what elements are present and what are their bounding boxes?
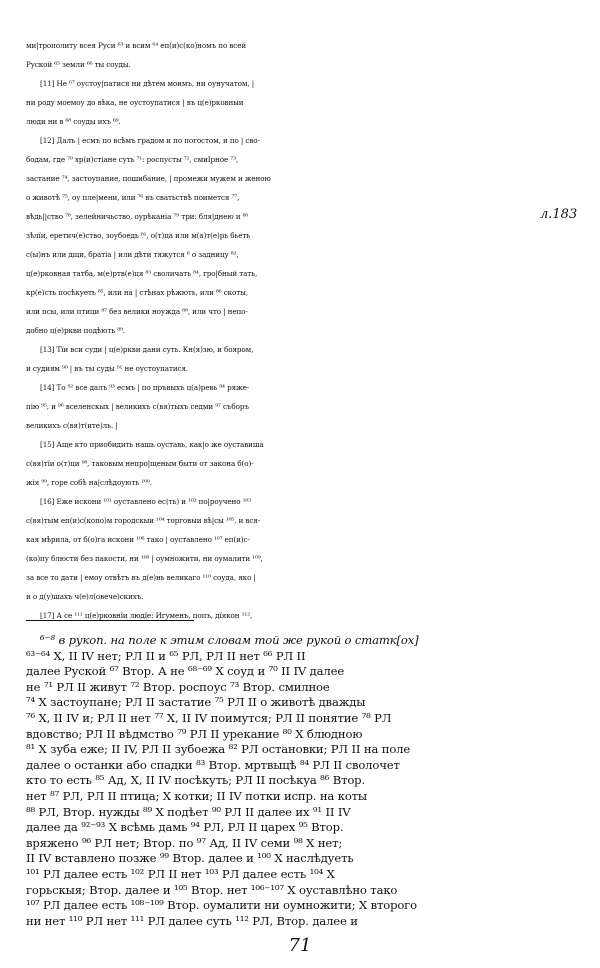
text-line: [15] Аще кто приобидить нашь оуставь, как|о же оуставиша	[40, 440, 264, 449]
text-line: кая мѣрила, от б(о)га искони ¹⁰⁶ тако | оуставлено ¹⁰⁷ еп(и)с-	[26, 535, 250, 544]
text-line: пію ⁹⁵, и ⁹⁶ вселенскых | великихъ с(вя)тыхъ седми ⁹⁷ съборъ	[26, 402, 249, 411]
text-line: Руской ⁶⁵ земли ⁶⁶ ты соуды.	[26, 60, 131, 69]
text-line: и о д(у)шахъ ч(е)л(овече)скихъ.	[26, 592, 144, 601]
note-line: ⁸¹ X зуба еже; II IV, РЛ II зубоежа ⁸² РЛ остановки; РЛ II на поле	[26, 742, 411, 757]
footnote-divider	[26, 620, 194, 621]
note-line: ⁷⁴ X застоупане; РЛ II застатие ⁷⁵ РЛ II о животѣ дважды	[26, 695, 366, 710]
text-line: с(вя)тїи о(т)ци ⁹⁸, таковым непро|щеным быти от закона б(о)-	[26, 459, 254, 468]
note-line: не ⁷¹ РЛ II живут ⁷² Втор. роспоус ⁷³ Втор. смилное	[26, 679, 330, 694]
text-line: добно ц(е)ркви подѣють ⁸⁹.	[26, 326, 125, 335]
text-line: вѣдь||ство ⁷⁸, зелейничьство, оурѣканіа ⁷⁹ три: бля|днею и ⁸⁰	[26, 212, 249, 221]
text-line: зѣлїи, еретич(е)ство, зоубоедь ⁸¹, о(т)ца или м(а)т(е)рь бьеть	[26, 231, 251, 240]
text-line: за все то дати | емоу отвѣтъ въ д(е)нь великаго ¹¹⁰ соуда, яко |	[26, 573, 256, 582]
text-line: кр(е)сть посѣкуеть ⁸⁵, или на | стѣнах рѣжють, или ⁸⁶ скоты,	[26, 288, 248, 297]
text-line: ни роду моемоу до вѣка, не оустоупатися | въ ц(е)рковныи	[26, 98, 244, 107]
text-line: (ко)пу блюсти без пакости, ни ¹⁰⁸ | оумножити, ни оумалити ¹⁰⁹,	[26, 554, 263, 563]
note-line: далее о останки або спадки ⁸³ Втор. мртвыцѣ ⁸⁴ РЛ II сволочет	[26, 757, 400, 772]
note-line: ¹⁰⁷ РЛ далее есть ¹⁰⁸⁻¹⁰⁹ Втор. оумалити ни оумножити; X второго	[26, 898, 417, 913]
note-line: горьскыя; Втор. далее и ¹⁰⁵ Втор. нет ¹⁰⁶⁻¹⁰⁷ X оуставлѣно тако	[26, 882, 398, 897]
text-line: жія ⁹⁹, горе собѣ на|слѣдоують ¹⁰⁰.	[26, 478, 152, 487]
text-line: и судиям ⁹⁰ | въ ты суды ⁹¹ не оустоупатися.	[26, 364, 189, 373]
note-line: вряжено ⁹⁶ РЛ нет; Втор. по ⁹⁷ Ад, II IV семи ⁹⁸ X нет;	[26, 835, 343, 850]
text-line: ц(е)рковная татба, м(е)ртв(е)ця ⁸³ своличать ⁸⁴, гро|бный тать,	[26, 269, 258, 278]
note-line: ¹⁰¹ РЛ далее есть ¹⁰² РЛ II нет ¹⁰³ РЛ далее есть ¹⁰⁴ X	[26, 866, 335, 881]
note-line: кто то есть ⁸⁵ Ад, X, II IV посѣкуть; РЛ II посѣкуа ⁸⁶ Втор.	[26, 773, 365, 788]
note-line: ⁶⁻⁸ в рукоп. на поле к этим словам той же рукой о статк[ох]	[40, 633, 419, 647]
text-line: [11] Не ⁶⁷ оустоу|патися ни дѣтем моимъ, ни оунучатом, |	[40, 79, 255, 88]
note-line: далее да ⁹²⁻⁹³ X всѣмь дамь ⁹⁴ РЛ, РЛ II царех ⁹⁵ Втор.	[26, 820, 344, 835]
text-line: с(вя)тым еп(и)с(копо)м городскыи ¹⁰⁴ торговыи вѣ|сы ¹⁰⁵, и вся-	[26, 516, 261, 525]
apparatus-notes	[26, 633, 566, 929]
page-number: 71	[288, 935, 312, 956]
note-line: ни нет ¹¹⁰ РЛ нет ¹¹¹ РЛ далее суть ¹¹² РЛ, Втор. далее и	[26, 913, 358, 928]
text-line: великихъ с(вя)т(ите)ль. |	[26, 421, 118, 430]
text-line: [16] Еже искони ¹⁰¹ оуставлено ес(ть) и ¹⁰² по|роучено ¹⁰³	[40, 497, 251, 506]
folio-margin-note: л.183	[540, 207, 578, 222]
main-text	[26, 36, 560, 625]
text-line: застание ⁷⁴, застоупание, пошибание, | промежи мужем и женою	[26, 174, 271, 183]
note-line: ⁷⁶ X, II IV и; РЛ II нет ⁷⁷ X, II IV поимутся; РЛ II понятие ⁷⁸ РЛ	[26, 710, 392, 725]
text-line: [17] А се ¹¹¹ ц(е)рковнїи людїе: Игуменъ, попъ, дїякон ¹¹²,	[40, 611, 253, 620]
note-line: ⁶³⁻⁶⁴ X, II IV нет; РЛ II и ⁶⁵ РЛ, РЛ II нет ⁶⁶ РЛ II	[26, 648, 306, 663]
text-line: [14] То ⁹² все далъ ⁹³ есмъ | по пръвыхъ ц(а)ревь ⁹⁴ ряже-	[40, 383, 250, 392]
text-line: [13] Тїи вси суди | ц(е)ркви дани суть. Кн(я)зю, и бояром,	[40, 345, 254, 354]
text-line: бодам, где ⁷⁰ хр(и)стіане суть ⁷¹: роспусты ⁷², смиІрное ⁷³,	[26, 155, 239, 164]
note-line: ⁸⁸ РЛ, Втор. нужды ⁸⁹ X подѣет ⁹⁰ РЛ II далее их ⁹¹ II IV	[26, 804, 351, 819]
note-line: далее Руской ⁶⁷ Втор. А не ⁶⁸⁻⁶⁹ X соуд и ⁷⁰ II IV далее	[26, 664, 345, 679]
text-line: ми|трополиту всея Руси ⁶³ и всим ⁶⁴ еп(и)с(ко)номъ по всей	[26, 41, 247, 50]
text-line: или псы, или птици ⁸⁷ без велики ноужда ⁸⁸, или что | непо-	[26, 307, 248, 316]
text-line: с(ы)нъ или дщи, братіа | или дѣти тяжутся ⁶ о задницу ⁸²,	[26, 250, 239, 259]
note-line: нет ⁸⁷ РЛ, РЛ II птица; X котки; II IV потки испр. на коты	[26, 788, 367, 803]
note-line: вдовство; РЛ II вѣдмство ⁷⁹ РЛ II урекание ⁸⁰ X блюдною	[26, 726, 363, 741]
text-line: люди ни в ⁶⁸ соуды ихъ ⁶⁹.	[26, 117, 121, 126]
text-line: [12] Далъ | есмъ по всѣмъ градом и по погостом, и по | сво-	[40, 136, 260, 145]
text-line: о животѣ ⁷⁵, оу пле|мени, или ⁷⁶ въ сватьствѣ поимется ⁷⁷,	[26, 193, 240, 202]
note-line: II IV вставлено позже ⁹⁹ Втор. далее и ¹⁰⁰ X наслѣдуеть	[26, 851, 354, 866]
